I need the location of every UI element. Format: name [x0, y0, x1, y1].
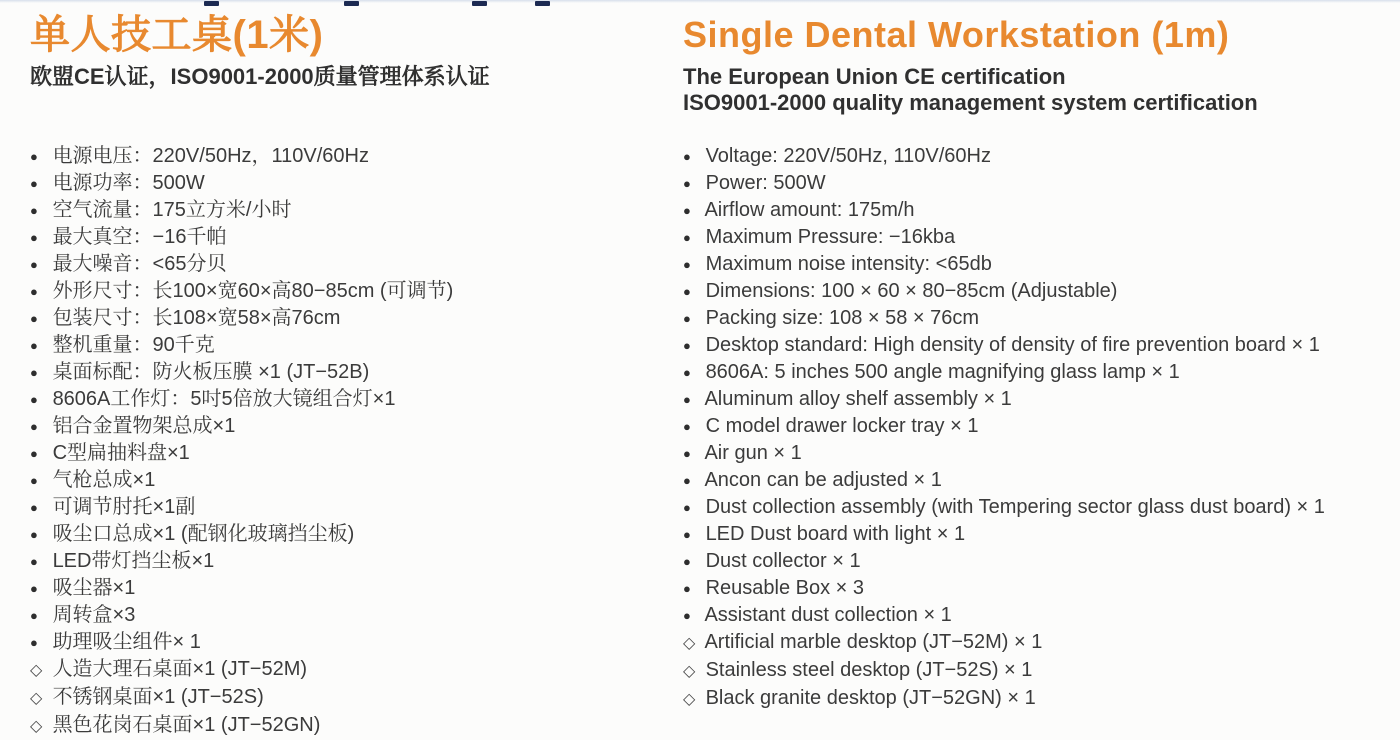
spec-item-text: 电源电压：220V/50Hz，110V/60Hz [52, 145, 369, 167]
bullet-icon: ● [30, 635, 38, 650]
bullet-icon: ● [30, 581, 38, 596]
spec-item-text: 整机重量：90千克 [52, 334, 215, 356]
spec-item [30, 197, 670, 224]
cropped-text-fragment [344, 1, 359, 6]
spec-item-text: 可调节肘托×1副 [52, 496, 196, 518]
spec-item-text: Stainless steel desktop (JT−52S) × 1 [705, 659, 1033, 681]
spec-item-text: Reusable Box × 3 [705, 577, 864, 599]
spec-item [30, 143, 670, 170]
spec-item [30, 548, 670, 575]
bullet-icon: ● [30, 500, 38, 515]
certification-subtitle-en [683, 64, 1398, 116]
bullet-icon: ● [30, 311, 38, 326]
spec-item-text: 气枪总成×1 [52, 469, 156, 491]
bullet-icon: ● [683, 365, 691, 380]
bullet-icon: ● [30, 257, 38, 272]
spec-item-text: 8606A工作灯：5吋5倍放大镜组合灯×1 [52, 388, 396, 410]
spec-item [683, 332, 1398, 359]
spec-item [683, 602, 1398, 629]
spec-item [30, 575, 670, 602]
spec-item [30, 305, 670, 332]
spec-item-text: 人造大理石桌面×1 (JT−52M) [52, 658, 308, 680]
spec-item [30, 332, 670, 359]
spec-item [30, 521, 670, 548]
spec-item-text: C型扁抽料盘×1 [52, 442, 190, 464]
bullet-icon: ● [683, 446, 691, 461]
spec-item [683, 251, 1398, 278]
spec-item-text: 吸尘口总成×1 (配钢化玻璃挡尘板) [52, 523, 355, 545]
spec-item [683, 440, 1398, 467]
spec-item [30, 224, 670, 251]
spec-item-text: LED Dust board with light × 1 [705, 523, 966, 545]
page-title-zh: 单人技工桌(1米) [30, 13, 324, 57]
spec-item [30, 656, 670, 684]
spec-item-text: Dimensions: 100 × 60 × 80−85cm (Adjustable) [705, 280, 1118, 302]
page-title-en: Single Dental Workstation (1m) [683, 14, 1230, 55]
certification-subtitle-zh: 欧盟CE认证，ISO9001-2000质量管理体系认证 [30, 64, 490, 89]
bullet-icon: ● [30, 176, 38, 191]
spec-item-text: Dust collector × 1 [705, 550, 861, 572]
diamond-icon: ◇ [30, 718, 43, 735]
spec-item [30, 386, 670, 413]
cropped-text-fragment [204, 1, 219, 6]
bullet-icon: ● [30, 230, 38, 245]
spec-item-text: 桌面标配：防火板压膜 ×1 (JT−52B) [52, 361, 370, 383]
spec-item [30, 712, 670, 740]
spec-item-text: 最大真空：−16千帕 [52, 226, 227, 248]
bullet-icon: ● [30, 419, 38, 434]
bullet-icon: ● [683, 473, 691, 488]
spec-item-text: Packing size: 108 × 58 × 76cm [705, 307, 980, 329]
spec-item-text: Ancon can be adjusted × 1 [704, 469, 942, 491]
spec-item-text: Air gun × 1 [704, 442, 802, 464]
bullet-icon: ● [30, 338, 38, 353]
cropped-text-fragment [472, 1, 487, 6]
bullet-icon: ● [683, 419, 691, 434]
bullet-icon: ● [30, 149, 38, 164]
spec-item [683, 143, 1398, 170]
bullet-icon: ● [683, 257, 691, 272]
spec-item-text: Power: 500W [705, 172, 826, 194]
spec-item [683, 575, 1398, 602]
spec-item-text: Artificial marble desktop (JT−52M) × 1 [704, 631, 1043, 653]
spec-item-text: 包装尺寸：长108×宽58×高76cm [52, 307, 341, 329]
spec-item [683, 629, 1398, 657]
spec-item [683, 521, 1398, 548]
spec-item-text: Dust collection assembly (with Tempering sector glass dust board) × 1 [705, 496, 1325, 518]
spec-item-text: Desktop standard: High density of density of fire prevention board × 1 [705, 334, 1320, 356]
spec-item-text: 8606A: 5 inches 500 angle magnifying glass lamp × 1 [705, 361, 1180, 383]
bullet-icon: ● [683, 608, 691, 623]
spec-item [683, 685, 1398, 713]
bullet-icon: ● [683, 203, 691, 218]
spec-item-text: 不锈钢桌面×1 (JT−52S) [52, 686, 264, 708]
diamond-icon: ◇ [30, 662, 43, 679]
bullet-icon: ● [683, 500, 691, 515]
spec-item [683, 197, 1398, 224]
english-spec-column [683, 14, 1398, 709]
certification-line-1: The European Union CE certification [683, 64, 1066, 89]
spec-item [30, 170, 670, 197]
bullet-icon: ● [30, 203, 38, 218]
spec-item [30, 602, 670, 629]
spec-item [30, 359, 670, 386]
bullet-icon: ● [683, 176, 691, 191]
spec-item [683, 170, 1398, 197]
spec-item-text: Airflow amount: 175m/h [704, 199, 915, 221]
spec-item-text: 周转盒×3 [52, 604, 136, 626]
diamond-icon: ◇ [683, 691, 696, 708]
bullet-icon: ● [30, 392, 38, 407]
cropped-text-fragment [535, 1, 550, 6]
spec-item [30, 251, 670, 278]
spec-item [683, 278, 1398, 305]
spec-item [30, 467, 670, 494]
spec-item [30, 440, 670, 467]
spec-item-text: Assistant dust collection × 1 [704, 604, 952, 626]
bullet-icon: ● [30, 608, 38, 623]
bullet-icon: ● [683, 230, 691, 245]
bullet-icon: ● [30, 554, 38, 569]
spec-item [683, 386, 1398, 413]
bullet-icon: ● [30, 473, 38, 488]
spec-item [683, 224, 1398, 251]
spec-list-en [683, 143, 1398, 713]
bullet-icon: ● [683, 311, 691, 326]
bullet-icon: ● [683, 338, 691, 353]
diamond-icon: ◇ [683, 635, 696, 652]
bullet-icon: ● [30, 284, 38, 299]
spec-item-text: 黑色花岗石桌面×1 (JT−52GN) [52, 714, 321, 736]
spec-item-text: 吸尘器×1 [52, 577, 136, 599]
spec-item-text: 铝合金置物架总成×1 [52, 415, 236, 437]
bullet-icon: ● [683, 527, 691, 542]
spec-item-text: 助理吸尘组件× 1 [52, 631, 201, 653]
spec-item-text: Black granite desktop (JT−52GN) × 1 [705, 687, 1036, 709]
spec-item-text: C model drawer locker tray × 1 [705, 415, 979, 437]
spec-item [683, 548, 1398, 575]
bullet-icon: ● [683, 392, 691, 407]
spec-item [683, 413, 1398, 440]
spec-item-text: 外形尺寸：长100×宽60×高80−85cm (可调节) [52, 280, 454, 302]
spec-item [30, 278, 670, 305]
spec-item-text: Voltage: 220V/50Hz, 110V/60Hz [705, 145, 991, 167]
spec-item [30, 684, 670, 712]
spec-item [683, 359, 1398, 386]
spec-item [683, 467, 1398, 494]
spec-item [30, 629, 670, 656]
spec-item-text: 空气流量：175立方米/小时 [52, 199, 292, 221]
bullet-icon: ● [683, 284, 691, 299]
spec-item-text: LED带灯挡尘板×1 [52, 550, 215, 572]
spec-item-text: 最大噪音：<65分贝 [52, 253, 227, 275]
spec-item-text: 电源功率：500W [52, 172, 205, 194]
spec-list-zh [30, 143, 670, 740]
spec-item [30, 413, 670, 440]
bullet-icon: ● [683, 554, 691, 569]
spec-item-text: Maximum noise intensity: <65db [705, 253, 992, 275]
bullet-icon: ● [683, 581, 691, 596]
chinese-spec-column [30, 13, 670, 736]
spec-item [683, 657, 1398, 685]
spec-item-text: Aluminum alloy shelf assembly × 1 [704, 388, 1012, 410]
diamond-icon: ◇ [30, 690, 43, 707]
spec-item [30, 494, 670, 521]
diamond-icon: ◇ [683, 663, 696, 680]
certification-line-2: ISO9001-2000 quality management system certification [683, 90, 1258, 115]
spec-item [683, 305, 1398, 332]
bullet-icon: ● [683, 149, 691, 164]
spec-item-text: Maximum Pressure: −16kba [705, 226, 956, 248]
spec-item [683, 494, 1398, 521]
bullet-icon: ● [30, 365, 38, 380]
bullet-icon: ● [30, 446, 38, 461]
bullet-icon: ● [30, 527, 38, 542]
